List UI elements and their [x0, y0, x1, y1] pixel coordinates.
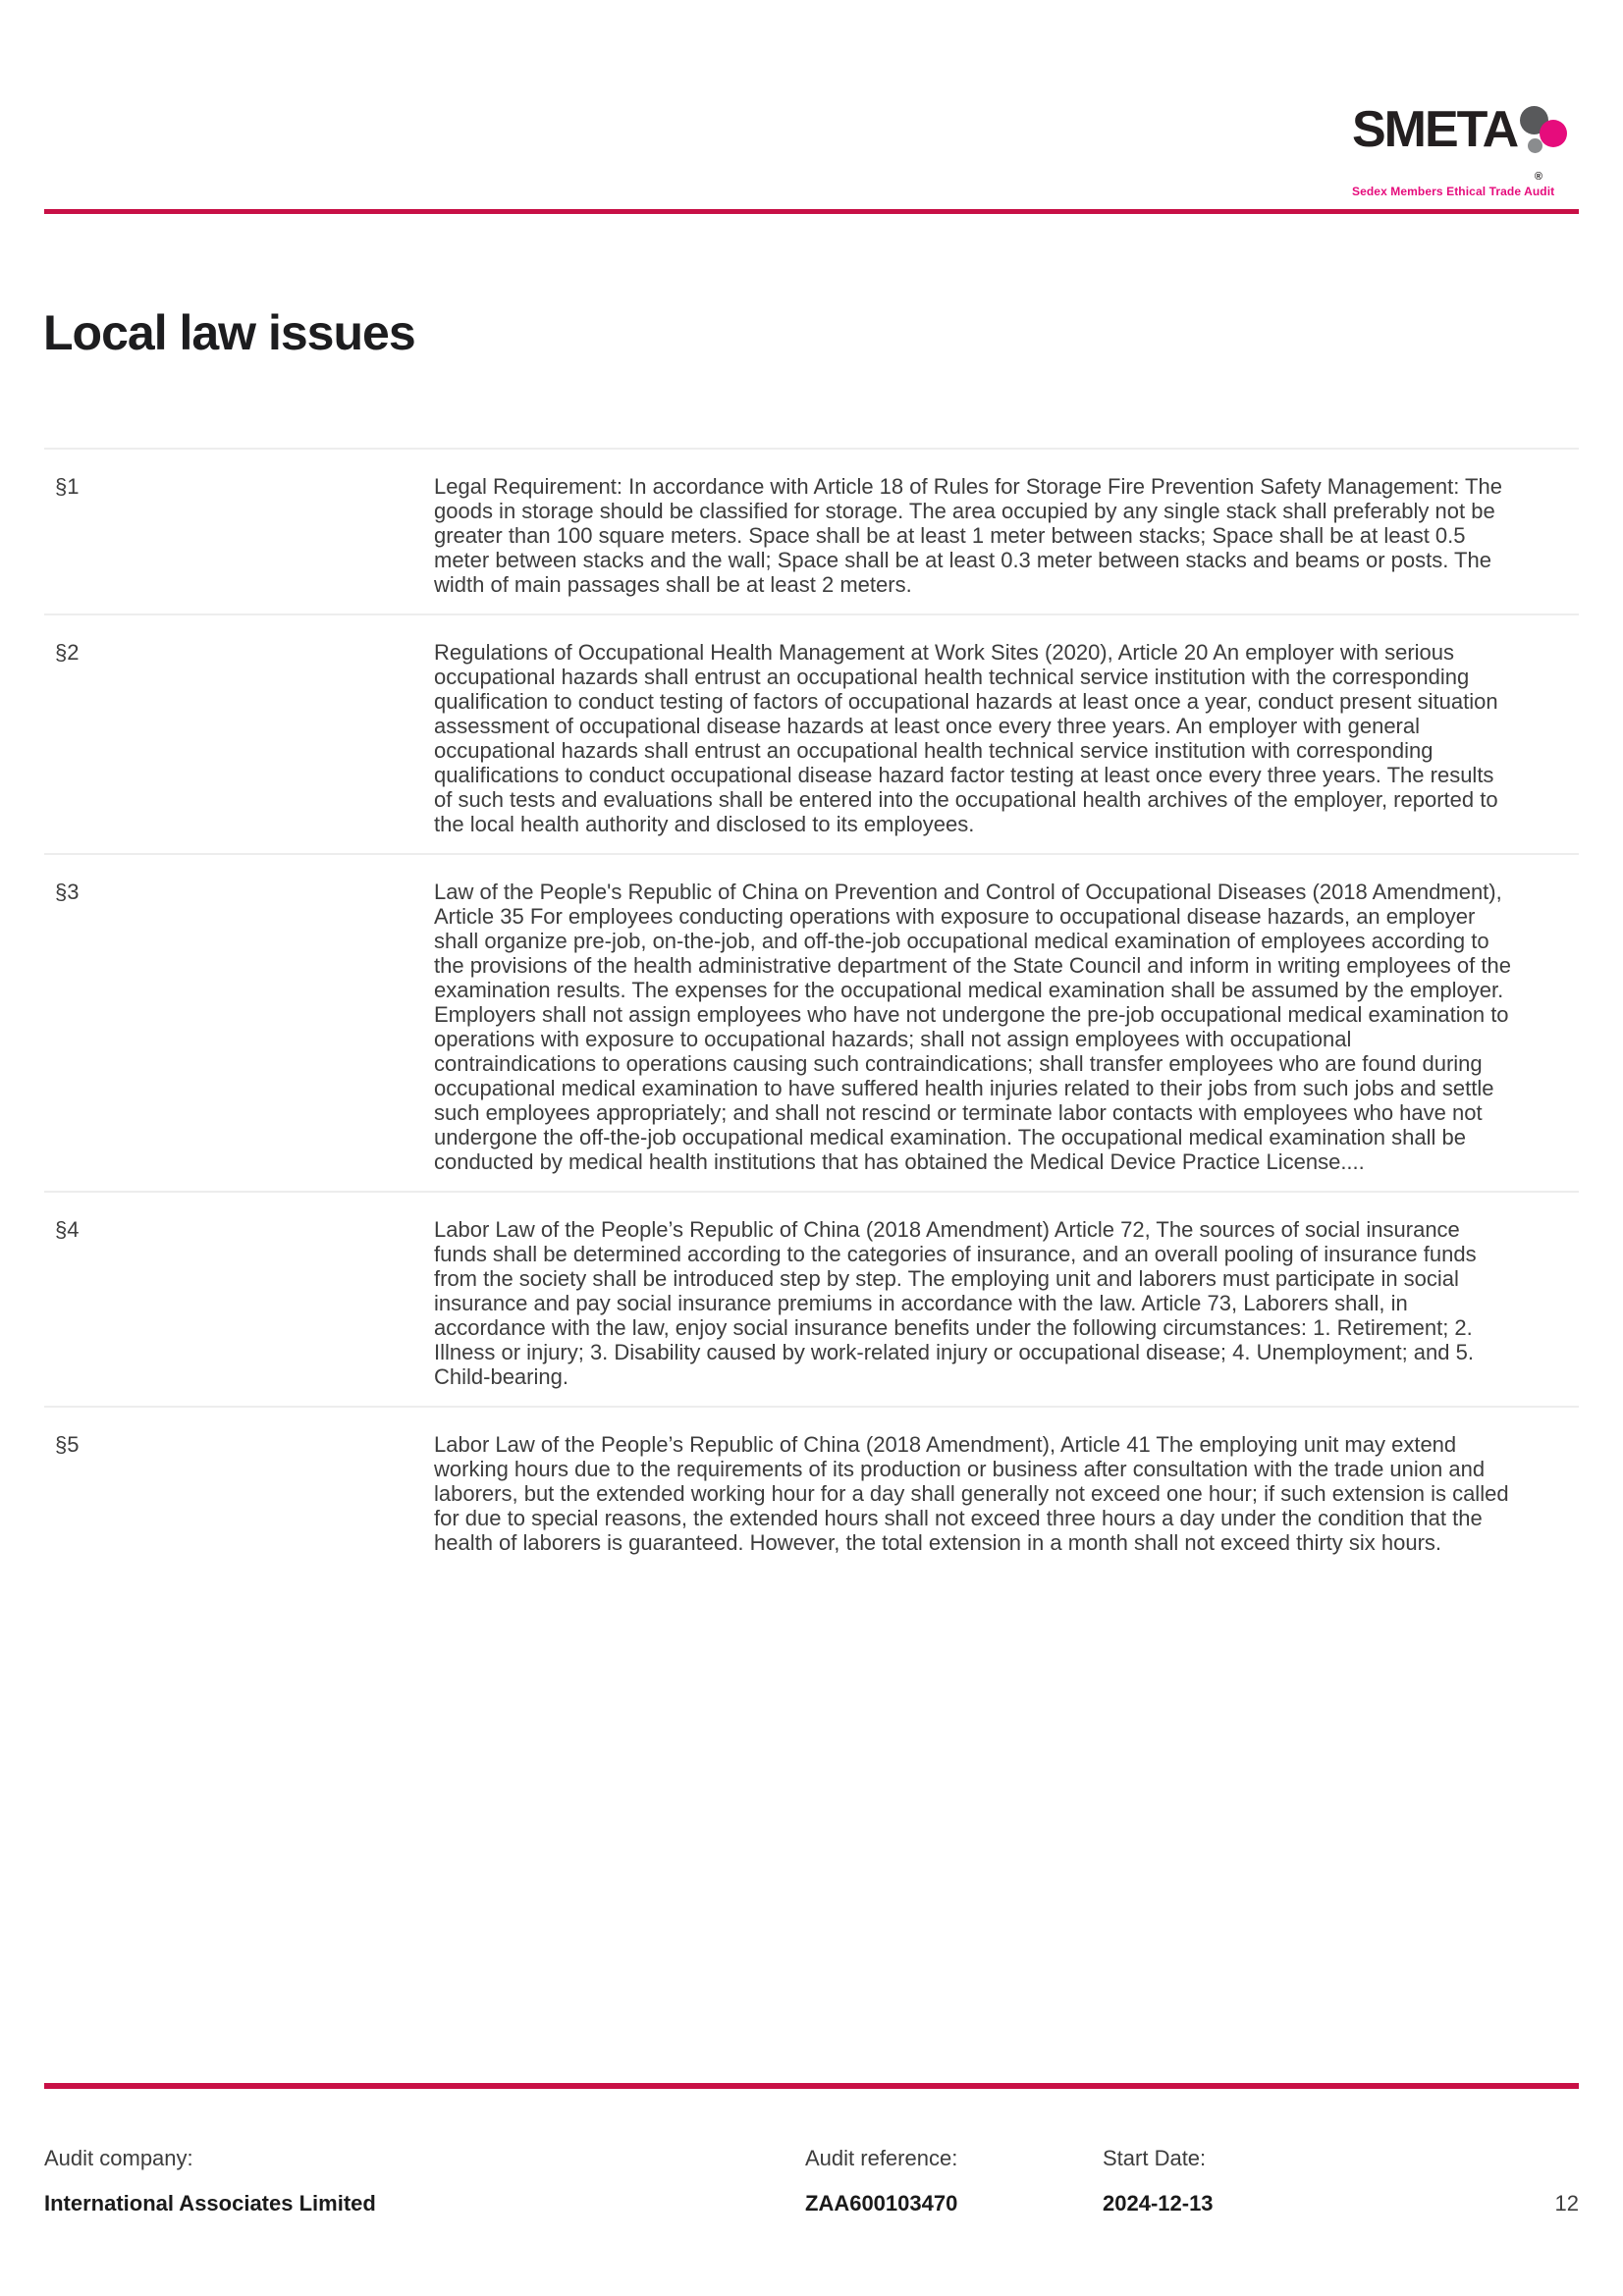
- small-gray-circle-icon: [1528, 138, 1542, 153]
- law-issue-row-2: [44, 614, 1579, 853]
- footer-divider-rule: [44, 2083, 1579, 2089]
- law-text: Legal Requirement: In accordance with Article 18 of Rules for Storage Fire Prevention Safety Management: The goods in storage should be classified for storage. The area occupied by any single stack shall preferably not be greater than 100 square meters. Space shall be at least 1 meter between stacks; Space shall be at least 0.5 meter between stacks and the wall; Space shall be at least 0.3 meter between stacks and beams or posts. The width of main passages shall be at least 2 meters.: [434, 474, 1502, 597]
- registered-trademark-symbol: ®: [1534, 171, 1542, 183]
- law-ref: §2: [55, 640, 80, 665]
- smeta-tagline: Sedex Members Ethical Trade Audit: [1352, 185, 1555, 198]
- audit-company-value: International Associates Limited: [44, 2191, 376, 2216]
- law-issue-row-1: [44, 448, 1579, 614]
- audit-company-label: Audit company:: [44, 2146, 193, 2170]
- law-ref: §4: [55, 1217, 80, 1242]
- law-ref: §1: [55, 474, 80, 499]
- law-issue-row-3: [44, 853, 1579, 1191]
- pink-circle-icon: [1540, 120, 1567, 147]
- law-ref: §3: [55, 880, 80, 904]
- smeta-wordmark: SMETA: [1352, 101, 1518, 158]
- law-text: Labor Law of the People’s Republic of China (2018 Amendment) Article 72, The sources of social insurance funds shall be determined according to the categories of insurance, and an overall pooling of insurance funds from the society shall be introduced step by step. The employing unit and laborers must participate in social insurance and pay social insurance premiums in accordance with the law. Article 73, Laborers shall, in accordance with the law, enjoy social insurance benefits under the following circumstances: 1. Retirement; 2. Illness or injury; 3. Disability caused by work-related injury or occupational disease; 4. Unemployment; and 5. Child-bearing.: [434, 1217, 1477, 1389]
- local-law-issues-table: [44, 448, 1579, 1572]
- law-issue-row-5: [44, 1406, 1579, 1572]
- smeta-dots-icon: [1517, 106, 1574, 179]
- smeta-logo: [1352, 101, 1584, 198]
- law-ref: §5: [55, 1432, 80, 1457]
- start-date-label: Start Date:: [1103, 2146, 1207, 2170]
- audit-company-block: [44, 2146, 376, 2216]
- page-number: 12: [1554, 2191, 1579, 2216]
- audit-reference-label: Audit reference:: [805, 2146, 958, 2170]
- law-text: Regulations of Occupational Health Management at Work Sites (2020), Article 20 An employer with serious occupational hazards shall entrust an occupational health technical service institution with the corresponding qualification to conduct testing of factors of occupational hazards at least once a year, conduct present situation assessment of occupational disease hazards at least once every three years. An employer with general occupational hazards shall entrust an occupational health technical service institution with corresponding qualifications to conduct occupational disease hazard factor testing at least once every three years. The results of such tests and evaluations shall be entered into the occupational health archives of the employer, reported to the local health authority and disclosed to its employees.: [434, 640, 1498, 836]
- audit-reference-value: ZAA600103470: [805, 2191, 958, 2216]
- start-date-value: 2024-12-13: [1103, 2191, 1214, 2216]
- page-title: Local law issues: [43, 305, 415, 360]
- law-text: Law of the People's Republic of China on Prevention and Control of Occupational Diseases (2018 Amendment), Article 35 For employees conducting operations with exposure to occupational disease hazards, an employer shall organize pre-job, on-the-job, and off-the-job occupational medical examination of employees according to the provisions of the health administrative department of the State Council and inform in writing employees of the examination results. The expenses for the occupational medical examination shall be assumed by the employer. Employers shall not assign employees who have not undergone the pre-job occupational medical examination to operations with exposure to occupational hazards; shall not assign employees with occupational contraindications to operations causing such contraindications; shall transfer employees who are found during occupational medical examination to have suffered health injuries related to their jobs from such jobs and settle such employees appropriately; and shall not rescind or terminate labor contacts with employees who have not undergone the off-the-job occupational medical examination. The occupational medical examination shall be conducted by medical health institutions that has obtained the Medical Device Practice License....: [434, 880, 1511, 1174]
- law-issue-row-4: [44, 1191, 1579, 1406]
- footer: [44, 2146, 1579, 2244]
- header-divider-rule: [44, 209, 1579, 214]
- audit-reference-block: [805, 2146, 957, 2216]
- law-text: Labor Law of the People’s Republic of China (2018 Amendment), Article 41 The employing unit may extend working hours due to the requirements of its production or business after consultation with the trade union and laborers, but the extended working hour for a day shall generally not exceed one hour; if such extension is called for due to special reasons, the extended hours shall not exceed three hours a day under the condition that the health of laborers is guaranteed. However, the total extension in a month shall not exceed thirty six hours.: [434, 1432, 1509, 1555]
- start-date-block: [1103, 2146, 1214, 2216]
- smeta-logo-row: [1352, 101, 1584, 179]
